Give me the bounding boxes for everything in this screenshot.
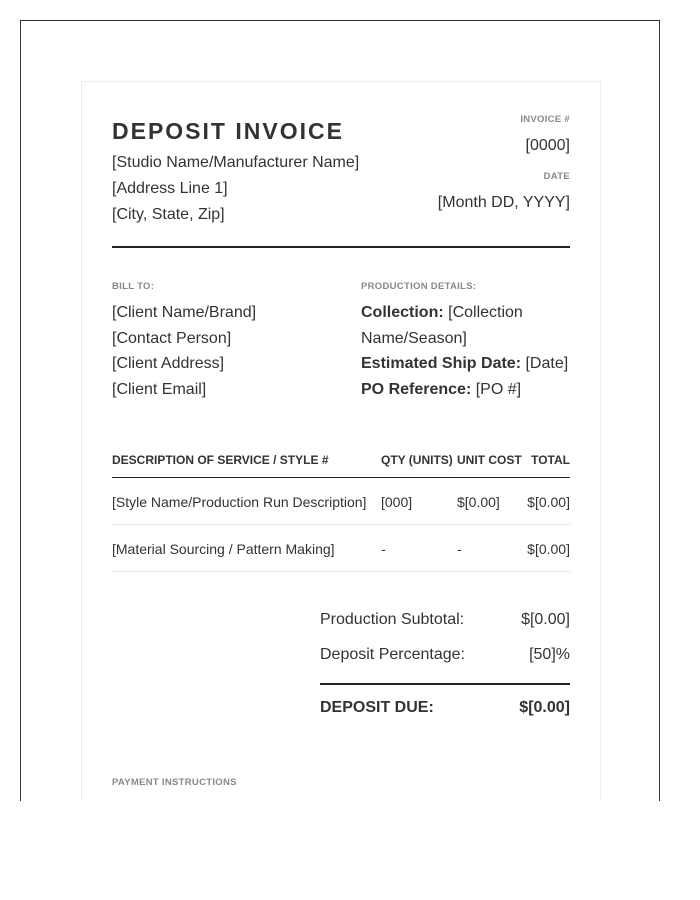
row-1-qty: [000]: [381, 494, 413, 510]
collection-value: [Collection: [448, 304, 523, 321]
deposit-percentage-label: Deposit Percentage:: [320, 646, 465, 663]
invoice-date: [Month DD, YYYY]: [437, 194, 570, 211]
production-details-label: PRODUCTION DETAILS:: [361, 281, 477, 292]
row-2-description: [Material Sourcing / Pattern Making]: [112, 541, 335, 557]
studio-name: [Studio Name/Manufacturer Name]: [112, 154, 360, 171]
client-address: [Client Address]: [112, 355, 225, 372]
col-header-description: DESCRIPTION OF SERVICE / STYLE #: [112, 453, 329, 467]
po-reference-label: PO Reference:: [361, 381, 472, 398]
subtotal-label: Production Subtotal:: [320, 611, 465, 628]
row-divider: [112, 571, 570, 572]
row-1-total: $[0.00]: [527, 494, 570, 510]
date-label: DATE: [543, 171, 570, 182]
subtotal-value: $[0.00]: [521, 611, 570, 628]
city-state-zip: [City, State, Zip]: [112, 206, 225, 223]
col-header-qty: QTY (UNITS): [381, 453, 453, 467]
deposit-due-label: DEPOSIT DUE:: [320, 699, 434, 716]
client-email: [Client Email]: [112, 381, 207, 398]
client-name: [Client Name/Brand]: [112, 304, 257, 321]
table-header-divider: [112, 477, 570, 478]
invoice-number-label: INVOICE #: [520, 114, 570, 125]
collection-value-cont: Name/Season]: [361, 330, 467, 347]
invoice-title: DEPOSIT INVOICE: [112, 118, 344, 144]
collection-line: [361, 304, 523, 322]
po-reference-value: [PO #]: [475, 381, 522, 398]
row-2-unit-cost: -: [457, 541, 462, 557]
collection-label: Collection:: [361, 304, 444, 321]
col-header-total: TOTAL: [531, 453, 570, 467]
col-header-unit-cost: UNIT COST: [457, 453, 522, 467]
payment-instructions-label: PAYMENT INSTRUCTIONS: [112, 777, 237, 788]
contact-person: [Contact Person]: [112, 330, 232, 347]
ship-date-value: [Date]: [525, 355, 569, 372]
address-line-1: [Address Line 1]: [112, 180, 228, 197]
po-reference-line: [361, 381, 521, 399]
deposit-percentage-value: [50]%: [529, 646, 570, 663]
header-divider: [112, 246, 570, 248]
bill-to-label: BILL TO:: [112, 281, 155, 292]
row-2-qty: -: [381, 541, 386, 557]
row-2-total: $[0.00]: [527, 541, 570, 557]
totals-divider: [320, 683, 570, 685]
row-divider: [112, 524, 570, 525]
row-1-unit-cost: $[0.00]: [457, 494, 500, 510]
ship-date-line: [361, 355, 568, 373]
deposit-due-value: $[0.00]: [519, 699, 570, 716]
ship-date-label: Estimated Ship Date:: [361, 355, 522, 372]
invoice-number: [0000]: [525, 137, 570, 154]
row-1-description: [Style Name/Production Run Description]: [112, 494, 367, 510]
